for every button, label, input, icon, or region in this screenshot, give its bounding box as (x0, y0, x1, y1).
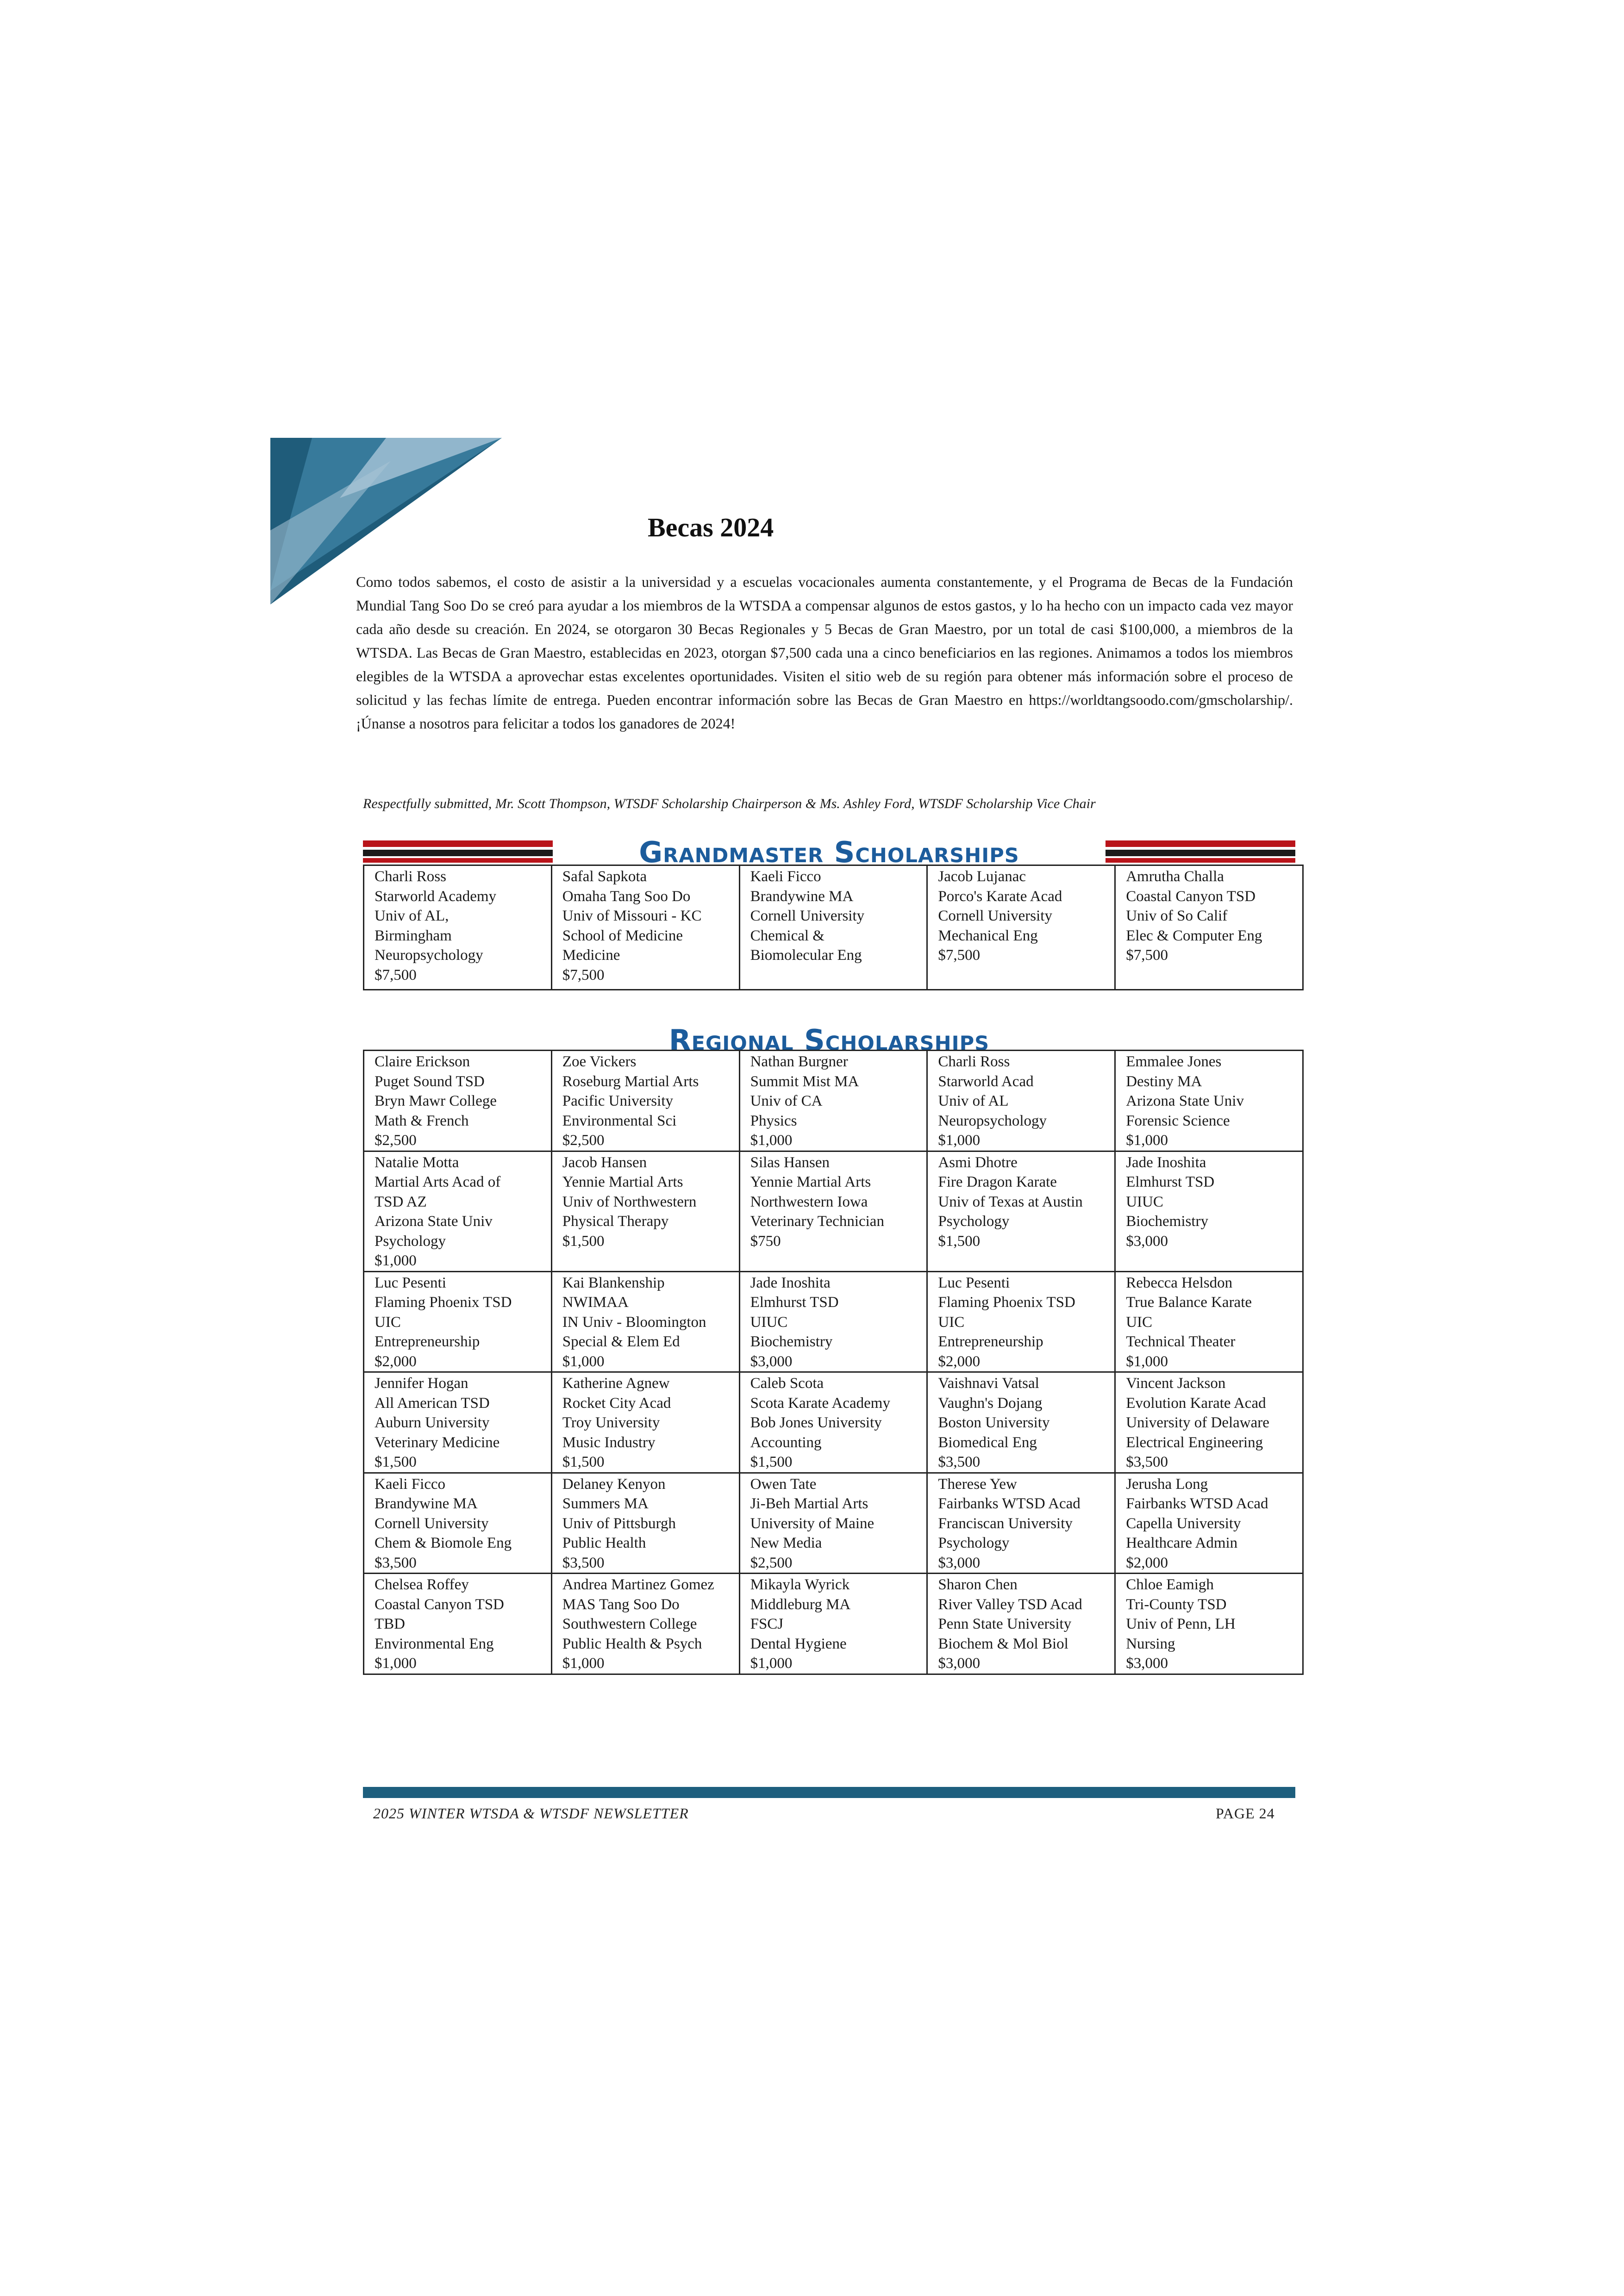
cell-line: Veterinary Medicine (375, 1434, 500, 1451)
cell-line: True Balance Karate (1126, 1294, 1252, 1311)
scholarship-cell (551, 1372, 739, 1473)
cell-line: Fire Dragon Karate (938, 1174, 1057, 1190)
scholarship-cell (551, 1271, 739, 1372)
cell-line (1126, 965, 1298, 985)
cell-line: Healthcare Admin (1126, 1535, 1238, 1551)
page-title: Becas 2024 (648, 512, 774, 542)
cell-line: $750 (750, 1232, 781, 1250)
cell-line: Coastal Canyon TSD (375, 1596, 504, 1613)
cell-line: Summit Mist MA (750, 1073, 859, 1090)
footer-newsletter: 2025 WINTER WTSDA & WTSDF NEWSLETTER (373, 1805, 689, 1822)
cell-line: Brandywine MA (750, 888, 854, 905)
scholarship-cell (739, 1372, 927, 1473)
cell-line: Veterinary Technician (750, 1213, 884, 1230)
recipient-name: Andrea Martinez Gomez (562, 1576, 714, 1593)
scholarship-cell (739, 865, 927, 990)
cell-line: Yennie Martial Arts (750, 1174, 871, 1190)
scholarship-cell (927, 1151, 1115, 1271)
cell-line: $2,000 (938, 1353, 981, 1370)
recipient-name: Kaeli Ficco (375, 1475, 446, 1493)
cell-line: Evolution Karate Acad (1126, 1394, 1266, 1412)
cell-line: $1,000 (562, 1353, 605, 1370)
cell-line: $7,500 (375, 966, 417, 983)
scholarship-cell (364, 865, 552, 990)
cell-line: Ji-Beh Martial Arts (750, 1495, 868, 1512)
scholarship-cell (927, 1574, 1115, 1674)
cell-line: $1,000 (375, 1252, 417, 1269)
cell-line: Physics (750, 1112, 797, 1129)
recipient-name: Nathan Burgner (750, 1053, 848, 1070)
cell-line: Summers MA (562, 1495, 649, 1512)
cell-line: $2,000 (375, 1353, 417, 1370)
scholarship-cell (551, 865, 739, 990)
cell-line: Elec & Computer Eng (1126, 927, 1262, 944)
recipient-name: Jennifer Hogan (375, 1375, 468, 1392)
cell-line: Arizona State Univ (1126, 1093, 1244, 1109)
regional-heading: Regional Scholarships (668, 1023, 990, 1057)
cell-line: Fairbanks WTSD Acad (938, 1495, 1081, 1512)
recipient-name: Sharon Chen (938, 1576, 1018, 1593)
scholarship-cell (1115, 865, 1303, 990)
recipient-name: Emmalee Jones (1126, 1053, 1222, 1070)
cell-line: Biochemistry (1126, 1213, 1208, 1230)
cell-line: Yennie Martial Arts (562, 1174, 683, 1190)
cell-line: $2,500 (750, 1554, 793, 1571)
cell-line: Boston University (938, 1414, 1050, 1431)
recipient-name: Delaney Kenyon (562, 1475, 666, 1493)
recipient-name: Kai Blankenship (562, 1274, 665, 1291)
recipient-name: Kaeli Ficco (750, 868, 821, 885)
recipient-name: Jacob Hansen (562, 1154, 647, 1171)
scholarship-cell (551, 1051, 739, 1151)
cell-line: Public Health & Psych (562, 1635, 702, 1652)
cell-line: $1,000 (1126, 1132, 1168, 1149)
table-row (364, 865, 1303, 990)
cell-line: Fairbanks WTSD Acad (1126, 1495, 1268, 1512)
cell-line (750, 965, 922, 985)
scholarship-cell (551, 1574, 739, 1674)
cell-line: FSCJ (750, 1616, 784, 1632)
cell-line: Biomedical Eng (938, 1434, 1037, 1451)
cell-line: Troy University (562, 1414, 660, 1431)
cell-line: Northwestern Iowa (750, 1193, 868, 1210)
cell-line: $1,000 (750, 1655, 793, 1672)
grandmaster-heading-row (363, 835, 1295, 869)
cell-line: Univ of Texas at Austin (938, 1193, 1083, 1210)
cell-line: $3,000 (750, 1353, 793, 1370)
cell-line: TSD AZ (375, 1193, 427, 1210)
cell-line: Flaming Phoenix TSD (938, 1294, 1075, 1311)
cell-line: School of Medicine (562, 927, 683, 944)
cell-line: Pacific University (562, 1093, 673, 1109)
cell-line: UIUC (1126, 1193, 1163, 1210)
cell-line: $7,500 (562, 966, 605, 983)
scholarship-cell (739, 1473, 927, 1574)
cell-line: UIC (375, 1313, 401, 1331)
cell-line: Cornell University (375, 1515, 489, 1532)
cell-line: Roseburg Martial Arts (562, 1073, 699, 1090)
scholarship-cell (551, 1473, 739, 1574)
recipient-name: Jade Inoshita (1126, 1154, 1206, 1171)
cell-line: $2,500 (375, 1132, 417, 1149)
cell-line: Tri-County TSD (1126, 1596, 1227, 1613)
recipient-name: Vincent Jackson (1126, 1375, 1226, 1392)
cell-line: Brandywine MA (375, 1495, 478, 1512)
recipient-name: Jacob Lujanac (938, 868, 1026, 885)
cell-line: Nursing (1126, 1635, 1175, 1652)
cell-line: Arizona State Univ (375, 1213, 493, 1230)
cell-line: $1,000 (750, 1132, 793, 1149)
cell-line: Franciscan University (938, 1515, 1073, 1532)
cell-line: University of Maine (750, 1515, 874, 1532)
recipient-name: Owen Tate (750, 1475, 817, 1493)
cell-line: Southwestern College (562, 1616, 697, 1632)
recipient-name: Vaishnavi Vatsal (938, 1375, 1039, 1392)
cell-line: $2,500 (562, 1132, 605, 1149)
recipient-name: Asmi Dhotre (938, 1154, 1018, 1171)
cell-line: All American TSD (375, 1394, 490, 1412)
recipient-name: Katherine Agnew (562, 1375, 670, 1392)
cell-line: Cornell University (750, 908, 865, 924)
intro-paragraph: Como todos sabemos, el costo de asistir a la universidad y a escuelas vocacionales aumenta constantemente, y el Programa de Becas de la Fundación Mundial Tang Soo Do se creó para ayudar a los miembros de la WTSDA a compensar algunos de estos gastos, y lo ha hecho con un impacto cada vez mayor cada año desde su creación. En 2024, se otorgaron 30 Becas Regionales y 5 Becas de Gran Maestro, por un total de casi $100,000, a miembros de la WTSDA. Las Becas de Gran Maestro, establecidas en 2023, otorgan $7,500 cada una a cinco beneficiarios en las regiones. Animamos a todos los miembros elegibles de la WTSDA a aprovechar estas excelentes oportunidades. Visiten el sitio web de su región para obtener más información sobre el proceso de solicitud y las fechas límite de entrega. Pueden encontrar información sobre las Becas de Gran Maestro en https://worldtangsoodo.com/gmscholarship/. ¡Únanse a nosotros para felicitar a todos los ganadores de 2024! (356, 573, 1293, 732)
cell-line: Accounting (750, 1434, 822, 1451)
recipient-name: Luc Pesenti (375, 1274, 446, 1291)
scholarship-cell (739, 1051, 927, 1151)
cell-line: Middleburg MA (750, 1596, 851, 1613)
scholarship-cell (1115, 1051, 1303, 1151)
recipient-name: Chelsea Roffey (375, 1576, 469, 1593)
recipient-name: Jerusha Long (1126, 1475, 1208, 1493)
cell-line: University of Delaware (1126, 1414, 1269, 1431)
cell-line: Univ of Missouri - KC (562, 908, 702, 924)
recipient-name: Safal Sapkota (562, 868, 647, 885)
cell-line: Univ of Pittsburgh (562, 1515, 676, 1532)
cell-line: Electrical Engineering (1126, 1434, 1263, 1451)
footer-bar (363, 1787, 1295, 1798)
scholarship-cell (1115, 1473, 1303, 1574)
cell-line: $3,500 (562, 1554, 605, 1571)
cell-line: $3,000 (1126, 1655, 1168, 1672)
cell-line: Omaha Tang Soo Do (562, 888, 691, 905)
cell-line: Puget Sound TSD (375, 1073, 485, 1090)
cell-line: NWIMAA (562, 1294, 629, 1311)
cell-line: Elmhurst TSD (1126, 1174, 1215, 1190)
scholarship-cell (739, 1271, 927, 1372)
cell-line: Technical Theater (1126, 1333, 1236, 1350)
scholarship-cell (551, 1151, 739, 1271)
cell-line: $1,500 (375, 1454, 417, 1470)
cell-line: Univ of So Calif (1126, 908, 1228, 924)
grandmaster-table (363, 865, 1304, 990)
cell-line: Coastal Canyon TSD (1126, 888, 1256, 905)
cell-line: Bob Jones University (750, 1414, 882, 1431)
cell-line: $7,500 (938, 947, 981, 964)
cell-line: Math & French (375, 1112, 469, 1129)
recipient-name: Caleb Scota (750, 1375, 824, 1392)
table-row (364, 1051, 1303, 1151)
recipient-name: Charli Ross (375, 868, 446, 885)
cell-line: Entrepreneurship (938, 1333, 1043, 1350)
cell-line: Vaughn's Dojang (938, 1394, 1043, 1412)
cell-line: Univ of AL, (375, 908, 449, 924)
cell-line: Psychology (938, 1535, 1010, 1551)
cell-line: $2,000 (1126, 1554, 1168, 1571)
cell-line: $3,500 (1126, 1454, 1168, 1470)
cell-line: Scota Karate Academy (750, 1394, 890, 1412)
table-row (364, 1271, 1303, 1372)
scholarship-cell (927, 865, 1115, 990)
scholarship-cell (364, 1574, 552, 1674)
table-row (364, 1473, 1303, 1574)
cell-line: Penn State University (938, 1616, 1072, 1632)
cell-line: Flaming Phoenix TSD (375, 1294, 512, 1311)
scholarship-cell (1115, 1271, 1303, 1372)
cell-line: River Valley TSD Acad (938, 1596, 1082, 1613)
recipient-name: Mikayla Wyrick (750, 1576, 850, 1593)
cell-line: Physical Therapy (562, 1213, 669, 1230)
cell-line: Environmental Sci (562, 1112, 677, 1129)
cell-line: Forensic Science (1126, 1112, 1230, 1129)
scholarship-cell (927, 1473, 1115, 1574)
scholarship-cell (927, 1372, 1115, 1473)
cell-line: Chem & Biomole Eng (375, 1535, 512, 1551)
recipient-name: Rebecca Helsdon (1126, 1274, 1233, 1291)
cell-line: Capella University (1126, 1515, 1241, 1532)
scholarship-cell (364, 1271, 552, 1372)
cell-line: Bryn Mawr College (375, 1093, 497, 1109)
table-row (364, 1574, 1303, 1674)
cell-line: UIUC (750, 1313, 788, 1331)
cell-line: Environmental Eng (375, 1635, 494, 1652)
cell-line: Psychology (938, 1213, 1010, 1230)
recipient-name: Amrutha Challa (1126, 868, 1224, 885)
scholarship-cell (1115, 1372, 1303, 1473)
scholarship-cell (1115, 1151, 1303, 1271)
cell-line: Psychology (375, 1232, 446, 1250)
cell-line: Starworld Academy (375, 888, 497, 905)
cell-line: Destiny MA (1126, 1073, 1202, 1090)
cell-line: $1,000 (562, 1655, 605, 1672)
recipient-name: Silas Hansen (750, 1154, 830, 1171)
scholarship-cell (739, 1151, 927, 1271)
cell-line: Biochemistry (750, 1333, 833, 1350)
cell-line: Biomolecular Eng (750, 947, 862, 964)
scholarship-cell (364, 1151, 552, 1271)
scholarship-cell (927, 1051, 1115, 1151)
cell-line: $7,500 (1126, 947, 1168, 964)
cell-line: $3,000 (938, 1554, 981, 1571)
recipient-name: Therese Yew (938, 1475, 1017, 1493)
recipient-name: Charli Ross (938, 1053, 1010, 1070)
cell-line: Special & Elem Ed (562, 1333, 680, 1350)
table-row (364, 1372, 1303, 1473)
cell-line: Chemical & (750, 927, 824, 944)
cell-line: Cornell University (938, 908, 1052, 924)
cell-line: $1,000 (1126, 1353, 1168, 1370)
recipient-name: Jade Inoshita (750, 1274, 831, 1291)
cell-line: Neuropsychology (375, 947, 483, 964)
recipient-name: Zoe Vickers (562, 1053, 637, 1070)
recipient-name: Chloe Eamigh (1126, 1576, 1214, 1593)
credit-line: Respectfully submitted, Mr. Scott Thompson, WTSDF Scholarship Chairperson & Ms. Ashley Ford, WTSDF Scholarship Vice Chair (363, 796, 1096, 811)
cell-line: $3,500 (938, 1454, 981, 1470)
recipient-name: Claire Erickson (375, 1053, 470, 1070)
scholarship-cell (927, 1271, 1115, 1372)
cell-line (938, 965, 1110, 985)
scholarship-cell (739, 1574, 927, 1674)
table-row (364, 1151, 1303, 1271)
scholarship-cell (1115, 1574, 1303, 1674)
cell-line: $1,500 (562, 1232, 605, 1250)
recipient-name: Natalie Motta (375, 1154, 459, 1171)
cell-line: $3,000 (938, 1655, 981, 1672)
cell-line: Rocket City Acad (562, 1394, 671, 1412)
cell-line: Martial Arts Acad of (375, 1174, 501, 1190)
cell-line: $1,500 (938, 1232, 981, 1250)
cell-line: Auburn University (375, 1414, 490, 1431)
scholarship-cell (364, 1051, 552, 1151)
cell-line: TBD (375, 1616, 405, 1632)
regional-table (363, 1050, 1304, 1675)
cell-line: Music Industry (562, 1434, 656, 1451)
cell-line: $1,500 (562, 1454, 605, 1470)
cell-line: Univ of AL (938, 1093, 1009, 1109)
cell-line: Neuropsychology (938, 1112, 1047, 1129)
cell-line: Univ of Northwestern (562, 1193, 697, 1210)
grandmaster-heading: Grandmaster Scholarships (639, 835, 1019, 869)
scholarship-cell (364, 1372, 552, 1473)
cell-line: Starworld Acad (938, 1073, 1034, 1090)
cell-line: Dental Hygiene (750, 1635, 847, 1652)
cell-line: Medicine (562, 947, 620, 964)
scholarship-cell (364, 1473, 552, 1574)
cell-line: UIC (938, 1313, 965, 1331)
cell-line: $3,000 (1126, 1232, 1168, 1250)
cell-line: Birmingham (375, 927, 452, 944)
cell-line: UIC (1126, 1313, 1153, 1331)
cell-line: Public Health (562, 1535, 646, 1551)
cell-line: Biochem & Mol Biol (938, 1635, 1068, 1652)
cell-line: Mechanical Eng (938, 927, 1038, 944)
cell-line: Univ of CA (750, 1093, 823, 1109)
cell-line: Univ of Penn, LH (1126, 1616, 1236, 1632)
cell-line: MAS Tang Soo Do (562, 1596, 680, 1613)
cell-line: Entrepreneurship (375, 1333, 480, 1350)
cell-line: $1,000 (938, 1132, 981, 1149)
cell-line: $3,500 (375, 1554, 417, 1571)
cell-line: Porco's Karate Acad (938, 888, 1062, 905)
cell-line: $1,500 (750, 1454, 793, 1470)
footer-page-number: PAGE 24 (1216, 1805, 1275, 1822)
recipient-name: Luc Pesenti (938, 1274, 1010, 1291)
cell-line: $1,000 (375, 1655, 417, 1672)
cell-line: New Media (750, 1535, 822, 1551)
cell-line: Elmhurst TSD (750, 1294, 839, 1311)
cell-line: IN Univ - Bloomington (562, 1313, 706, 1331)
